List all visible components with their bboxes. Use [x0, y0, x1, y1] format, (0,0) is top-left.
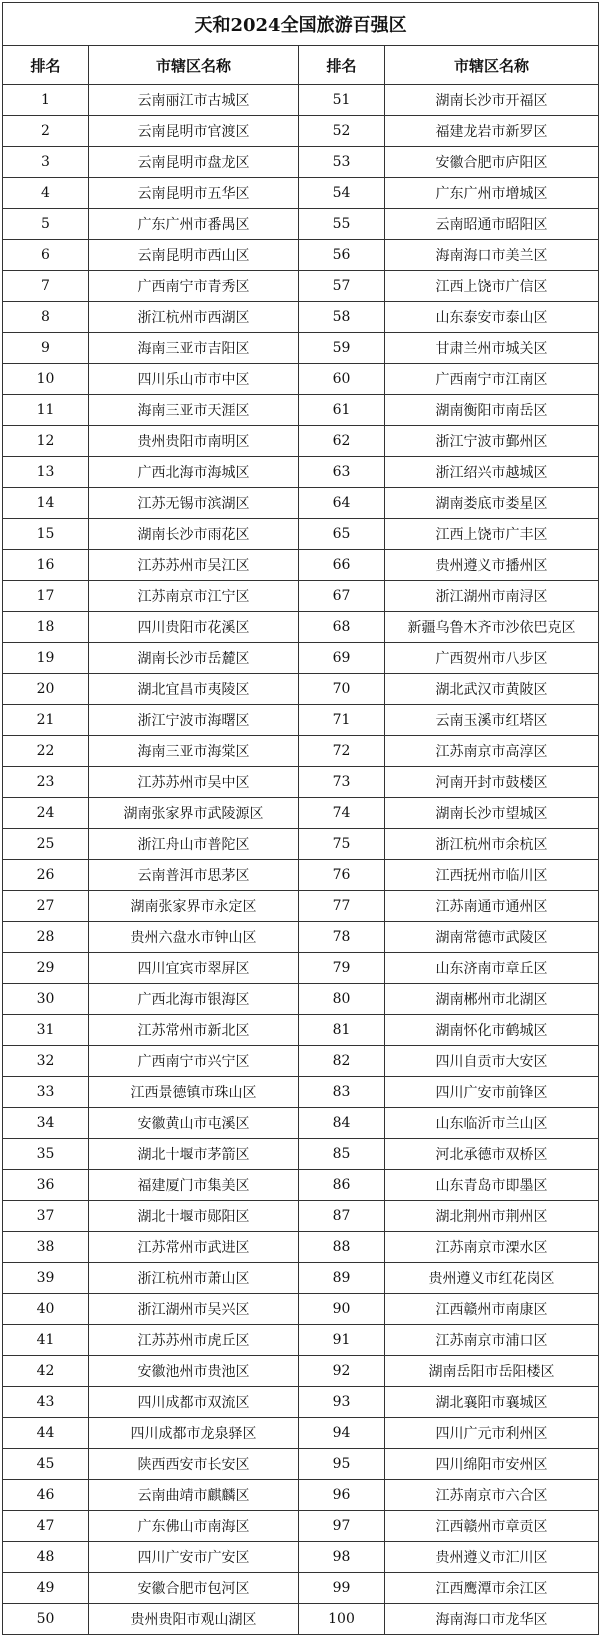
table-row [3, 333, 599, 364]
table-row [3, 705, 599, 736]
rank-cell-right: 82 [299, 1046, 385, 1077]
title-row [3, 3, 599, 46]
rank-cell-left: 1 [3, 85, 89, 116]
table-row [3, 1542, 599, 1573]
district-name-cell-left: 云南昆明市官渡区 [89, 116, 299, 147]
rank-cell-right: 98 [299, 1542, 385, 1573]
table-row [3, 1139, 599, 1170]
district-name-cell-left: 福建厦门市集美区 [89, 1170, 299, 1201]
header-row [3, 46, 599, 85]
rank-cell-left: 16 [3, 550, 89, 581]
rank-cell-left: 4 [3, 178, 89, 209]
rank-cell-right: 64 [299, 488, 385, 519]
rank-cell-left: 33 [3, 1077, 89, 1108]
rank-cell-left: 18 [3, 612, 89, 643]
district-name-cell-left: 江苏常州市新北区 [89, 1015, 299, 1046]
table-row [3, 1573, 599, 1604]
table-row [3, 1449, 599, 1480]
rank-cell-left: 41 [3, 1325, 89, 1356]
rank-cell-left: 13 [3, 457, 89, 488]
table-row [3, 1015, 599, 1046]
table-row [3, 1263, 599, 1294]
rank-cell-left: 48 [3, 1542, 89, 1573]
rank-cell-left: 37 [3, 1201, 89, 1232]
district-name-cell-right: 江西鹰潭市余江区 [385, 1573, 599, 1604]
rank-cell-right: 53 [299, 147, 385, 178]
district-name-cell-left: 云南曲靖市麒麟区 [89, 1480, 299, 1511]
district-name-cell-right: 贵州遵义市播州区 [385, 550, 599, 581]
district-name-cell-left: 安徽合肥市包河区 [89, 1573, 299, 1604]
rank-cell-right: 84 [299, 1108, 385, 1139]
table-row [3, 1480, 599, 1511]
table-row [3, 1356, 599, 1387]
district-name-cell-right: 江苏南京市六合区 [385, 1480, 599, 1511]
rank-cell-right: 96 [299, 1480, 385, 1511]
rank-cell-right: 87 [299, 1201, 385, 1232]
district-name-cell-right: 海南海口市美兰区 [385, 240, 599, 271]
district-name-cell-right: 湖北荆州市荆州区 [385, 1201, 599, 1232]
district-name-cell-right: 四川自贡市大安区 [385, 1046, 599, 1077]
rank-cell-right: 72 [299, 736, 385, 767]
rank-cell-right: 74 [299, 798, 385, 829]
district-name-cell-right: 海南海口市龙华区 [385, 1604, 599, 1635]
table-row [3, 736, 599, 767]
district-name-cell-left: 安徽池州市贵池区 [89, 1356, 299, 1387]
rank-cell-right: 62 [299, 426, 385, 457]
rank-cell-right: 85 [299, 1139, 385, 1170]
table-row [3, 426, 599, 457]
district-name-cell-left: 广东广州市番禺区 [89, 209, 299, 240]
district-name-cell-left: 广西北海市银海区 [89, 984, 299, 1015]
district-name-cell-left: 湖南张家界市武陵源区 [89, 798, 299, 829]
table-row [3, 581, 599, 612]
table-row [3, 767, 599, 798]
district-name-cell-left: 四川乐山市市中区 [89, 364, 299, 395]
district-name-cell-right: 浙江绍兴市越城区 [385, 457, 599, 488]
district-name-cell-left: 云南昆明市五华区 [89, 178, 299, 209]
rank-cell-left: 30 [3, 984, 89, 1015]
table-row [3, 1294, 599, 1325]
table-row [3, 1232, 599, 1263]
district-name-cell-left: 广西北海市海城区 [89, 457, 299, 488]
district-name-cell-right: 湖南衡阳市南岳区 [385, 395, 599, 426]
rank-cell-right: 51 [299, 85, 385, 116]
rank-cell-left: 34 [3, 1108, 89, 1139]
district-name-cell-left: 江西景德镇市珠山区 [89, 1077, 299, 1108]
table-title: 天和2024全国旅游百强区 [3, 3, 599, 46]
rank-cell-left: 27 [3, 891, 89, 922]
rank-cell-right: 69 [299, 643, 385, 674]
district-name-cell-right: 广西南宁市江南区 [385, 364, 599, 395]
district-name-cell-right: 安徽合肥市庐阳区 [385, 147, 599, 178]
district-name-cell-right: 湖南长沙市望城区 [385, 798, 599, 829]
district-name-cell-left: 贵州贵阳市观山湖区 [89, 1604, 299, 1635]
district-name-cell-right: 广西贺州市八步区 [385, 643, 599, 674]
rank-cell-right: 99 [299, 1573, 385, 1604]
table-row [3, 240, 599, 271]
district-name-cell-left: 四川贵阳市花溪区 [89, 612, 299, 643]
table-row [3, 1604, 599, 1635]
table-row [3, 1170, 599, 1201]
district-name-cell-right: 云南昭通市昭阳区 [385, 209, 599, 240]
header-name-left: 市辖区名称 [89, 46, 299, 85]
district-name-cell-left: 江苏苏州市吴中区 [89, 767, 299, 798]
table-row [3, 302, 599, 333]
rank-cell-left: 24 [3, 798, 89, 829]
district-name-cell-right: 湖南常德市武陵区 [385, 922, 599, 953]
district-name-cell-left: 浙江杭州市萧山区 [89, 1263, 299, 1294]
table-row [3, 891, 599, 922]
district-name-cell-right: 江苏南京市浦口区 [385, 1325, 599, 1356]
rank-cell-left: 8 [3, 302, 89, 333]
table-row [3, 1511, 599, 1542]
rank-cell-left: 31 [3, 1015, 89, 1046]
district-name-cell-left: 浙江宁波市海曙区 [89, 705, 299, 736]
rank-cell-left: 14 [3, 488, 89, 519]
district-name-cell-right: 湖南长沙市开福区 [385, 85, 599, 116]
table-row [3, 271, 599, 302]
rank-cell-left: 6 [3, 240, 89, 271]
rank-cell-right: 79 [299, 953, 385, 984]
rank-cell-left: 23 [3, 767, 89, 798]
rank-cell-left: 19 [3, 643, 89, 674]
district-name-cell-left: 江苏苏州市吴江区 [89, 550, 299, 581]
rank-cell-right: 90 [299, 1294, 385, 1325]
district-name-cell-right: 浙江宁波市鄞州区 [385, 426, 599, 457]
district-name-cell-right: 江西上饶市广信区 [385, 271, 599, 302]
table-row [3, 643, 599, 674]
district-name-cell-right: 贵州遵义市红花岗区 [385, 1263, 599, 1294]
rank-cell-right: 65 [299, 519, 385, 550]
district-name-cell-left: 广西南宁市青秀区 [89, 271, 299, 302]
district-name-cell-left: 云南昆明市盘龙区 [89, 147, 299, 178]
rank-cell-right: 67 [299, 581, 385, 612]
rank-cell-right: 61 [299, 395, 385, 426]
district-name-cell-right: 江苏南通市通州区 [385, 891, 599, 922]
rank-cell-left: 43 [3, 1387, 89, 1418]
district-name-cell-right: 浙江杭州市余杭区 [385, 829, 599, 860]
district-name-cell-left: 湖南张家界市永定区 [89, 891, 299, 922]
rank-cell-right: 81 [299, 1015, 385, 1046]
table-row [3, 488, 599, 519]
district-name-cell-right: 江西上饶市广丰区 [385, 519, 599, 550]
district-name-cell-left: 江苏无锡市滨湖区 [89, 488, 299, 519]
district-name-cell-left: 浙江舟山市普陀区 [89, 829, 299, 860]
rank-cell-left: 2 [3, 116, 89, 147]
district-name-cell-left: 云南昆明市西山区 [89, 240, 299, 271]
district-name-cell-right: 河南开封市鼓楼区 [385, 767, 599, 798]
district-name-cell-left: 四川宜宾市翠屏区 [89, 953, 299, 984]
district-name-cell-left: 湖北十堰市茅箭区 [89, 1139, 299, 1170]
table-body [3, 85, 599, 1635]
district-name-cell-left: 四川成都市龙泉驿区 [89, 1418, 299, 1449]
rank-cell-left: 47 [3, 1511, 89, 1542]
table-row [3, 860, 599, 891]
district-name-cell-left: 海南三亚市海棠区 [89, 736, 299, 767]
rank-cell-left: 26 [3, 860, 89, 891]
district-name-cell-right: 江苏南京市溧水区 [385, 1232, 599, 1263]
rank-cell-left: 22 [3, 736, 89, 767]
rank-cell-right: 97 [299, 1511, 385, 1542]
table-row [3, 364, 599, 395]
table-row [3, 147, 599, 178]
district-name-cell-left: 湖北宜昌市夷陵区 [89, 674, 299, 705]
rank-cell-left: 12 [3, 426, 89, 457]
district-name-cell-right: 福建龙岩市新罗区 [385, 116, 599, 147]
district-name-cell-left: 海南三亚市天涯区 [89, 395, 299, 426]
table-row [3, 1108, 599, 1139]
district-name-cell-left: 四川成都市双流区 [89, 1387, 299, 1418]
district-name-cell-right: 四川绵阳市安州区 [385, 1449, 599, 1480]
rank-cell-left: 36 [3, 1170, 89, 1201]
district-name-cell-right: 江西赣州市章贡区 [385, 1511, 599, 1542]
table-row [3, 85, 599, 116]
rank-cell-right: 94 [299, 1418, 385, 1449]
header-rank-right: 排名 [299, 46, 385, 85]
table-row [3, 612, 599, 643]
rank-cell-left: 39 [3, 1263, 89, 1294]
rank-cell-right: 54 [299, 178, 385, 209]
rank-cell-right: 55 [299, 209, 385, 240]
district-name-cell-left: 江苏南京市江宁区 [89, 581, 299, 612]
district-name-cell-right: 湖南怀化市鹤城区 [385, 1015, 599, 1046]
district-name-cell-right: 贵州遵义市汇川区 [385, 1542, 599, 1573]
rank-cell-left: 46 [3, 1480, 89, 1511]
rank-cell-right: 52 [299, 116, 385, 147]
rank-cell-right: 63 [299, 457, 385, 488]
rank-cell-left: 9 [3, 333, 89, 364]
table-row [3, 798, 599, 829]
table-row [3, 922, 599, 953]
table-row [3, 1077, 599, 1108]
rank-cell-right: 92 [299, 1356, 385, 1387]
rank-cell-right: 80 [299, 984, 385, 1015]
rank-cell-left: 17 [3, 581, 89, 612]
district-name-cell-right: 湖南岳阳市岳阳楼区 [385, 1356, 599, 1387]
rank-cell-left: 28 [3, 922, 89, 953]
rank-cell-left: 10 [3, 364, 89, 395]
district-name-cell-left: 云南普洱市思茅区 [89, 860, 299, 891]
district-name-cell-left: 浙江杭州市西湖区 [89, 302, 299, 333]
rank-cell-right: 83 [299, 1077, 385, 1108]
rank-cell-right: 59 [299, 333, 385, 364]
rank-cell-right: 86 [299, 1170, 385, 1201]
table-row [3, 829, 599, 860]
table-row [3, 674, 599, 705]
table-row [3, 209, 599, 240]
district-name-cell-left: 湖南长沙市雨花区 [89, 519, 299, 550]
district-name-cell-left: 江苏常州市武进区 [89, 1232, 299, 1263]
district-name-cell-right: 浙江湖州市南浔区 [385, 581, 599, 612]
rank-cell-right: 56 [299, 240, 385, 271]
table-row [3, 178, 599, 209]
district-name-cell-left: 海南三亚市吉阳区 [89, 333, 299, 364]
district-name-cell-left: 广西南宁市兴宁区 [89, 1046, 299, 1077]
district-name-cell-right: 四川广安市前锋区 [385, 1077, 599, 1108]
rank-cell-right: 73 [299, 767, 385, 798]
district-name-cell-right: 湖北襄阳市襄城区 [385, 1387, 599, 1418]
rank-cell-right: 66 [299, 550, 385, 581]
district-name-cell-left: 贵州六盘水市钟山区 [89, 922, 299, 953]
rank-cell-left: 29 [3, 953, 89, 984]
rank-cell-left: 40 [3, 1294, 89, 1325]
table-row [3, 953, 599, 984]
table-row [3, 984, 599, 1015]
district-name-cell-left: 陕西西安市长安区 [89, 1449, 299, 1480]
rank-cell-left: 49 [3, 1573, 89, 1604]
rank-cell-left: 11 [3, 395, 89, 426]
district-name-cell-right: 江西赣州市南康区 [385, 1294, 599, 1325]
table-row [3, 519, 599, 550]
table-row [3, 116, 599, 147]
table-row [3, 457, 599, 488]
rank-cell-right: 77 [299, 891, 385, 922]
rank-cell-right: 89 [299, 1263, 385, 1294]
rank-cell-left: 21 [3, 705, 89, 736]
rank-cell-right: 100 [299, 1604, 385, 1635]
table-row [3, 1325, 599, 1356]
district-name-cell-left: 云南丽江市古城区 [89, 85, 299, 116]
district-name-cell-right: 江西抚州市临川区 [385, 860, 599, 891]
table-row [3, 1201, 599, 1232]
rank-cell-right: 58 [299, 302, 385, 333]
table-row [3, 550, 599, 581]
rank-cell-right: 71 [299, 705, 385, 736]
rank-cell-left: 20 [3, 674, 89, 705]
table-row [3, 1046, 599, 1077]
district-name-cell-left: 贵州贵阳市南明区 [89, 426, 299, 457]
rank-cell-right: 75 [299, 829, 385, 860]
district-name-cell-left: 湖南长沙市岳麓区 [89, 643, 299, 674]
rank-cell-right: 57 [299, 271, 385, 302]
rank-cell-left: 25 [3, 829, 89, 860]
rank-cell-right: 70 [299, 674, 385, 705]
district-name-cell-right: 山东泰安市泰山区 [385, 302, 599, 333]
district-name-cell-right: 新疆乌鲁木齐市沙依巴克区 [385, 612, 599, 643]
rank-cell-right: 68 [299, 612, 385, 643]
rank-cell-left: 45 [3, 1449, 89, 1480]
rank-cell-right: 78 [299, 922, 385, 953]
district-name-cell-right: 广东广州市增城区 [385, 178, 599, 209]
rank-cell-left: 35 [3, 1139, 89, 1170]
rank-cell-left: 42 [3, 1356, 89, 1387]
header-name-right: 市辖区名称 [385, 46, 599, 85]
rank-cell-right: 88 [299, 1232, 385, 1263]
district-name-cell-left: 广东佛山市南海区 [89, 1511, 299, 1542]
rank-cell-left: 3 [3, 147, 89, 178]
rank-cell-left: 44 [3, 1418, 89, 1449]
rank-cell-right: 95 [299, 1449, 385, 1480]
district-name-cell-right: 四川广元市利州区 [385, 1418, 599, 1449]
table-row [3, 395, 599, 426]
district-name-cell-right: 湖南郴州市北湖区 [385, 984, 599, 1015]
header-rank-left: 排名 [3, 46, 89, 85]
rank-cell-left: 15 [3, 519, 89, 550]
district-name-cell-left: 浙江湖州市吴兴区 [89, 1294, 299, 1325]
district-name-cell-right: 山东青岛市即墨区 [385, 1170, 599, 1201]
district-name-cell-right: 湖南娄底市娄星区 [385, 488, 599, 519]
rank-cell-right: 93 [299, 1387, 385, 1418]
district-name-cell-left: 江苏苏州市虎丘区 [89, 1325, 299, 1356]
rank-cell-right: 60 [299, 364, 385, 395]
ranking-table [2, 2, 599, 1635]
district-name-cell-right: 甘肃兰州市城关区 [385, 333, 599, 364]
rank-cell-left: 7 [3, 271, 89, 302]
district-name-cell-left: 四川广安市广安区 [89, 1542, 299, 1573]
district-name-cell-right: 云南玉溪市红塔区 [385, 705, 599, 736]
rank-cell-right: 76 [299, 860, 385, 891]
rank-cell-left: 32 [3, 1046, 89, 1077]
rank-cell-left: 5 [3, 209, 89, 240]
district-name-cell-left: 安徽黄山市屯溪区 [89, 1108, 299, 1139]
district-name-cell-left: 湖北十堰市郧阳区 [89, 1201, 299, 1232]
table-row [3, 1387, 599, 1418]
district-name-cell-right: 河北承德市双桥区 [385, 1139, 599, 1170]
district-name-cell-right: 湖北武汉市黄陂区 [385, 674, 599, 705]
rank-cell-right: 91 [299, 1325, 385, 1356]
district-name-cell-right: 山东济南市章丘区 [385, 953, 599, 984]
table-row [3, 1418, 599, 1449]
rank-cell-left: 38 [3, 1232, 89, 1263]
district-name-cell-right: 山东临沂市兰山区 [385, 1108, 599, 1139]
rank-cell-left: 50 [3, 1604, 89, 1635]
district-name-cell-right: 江苏南京市高淳区 [385, 736, 599, 767]
